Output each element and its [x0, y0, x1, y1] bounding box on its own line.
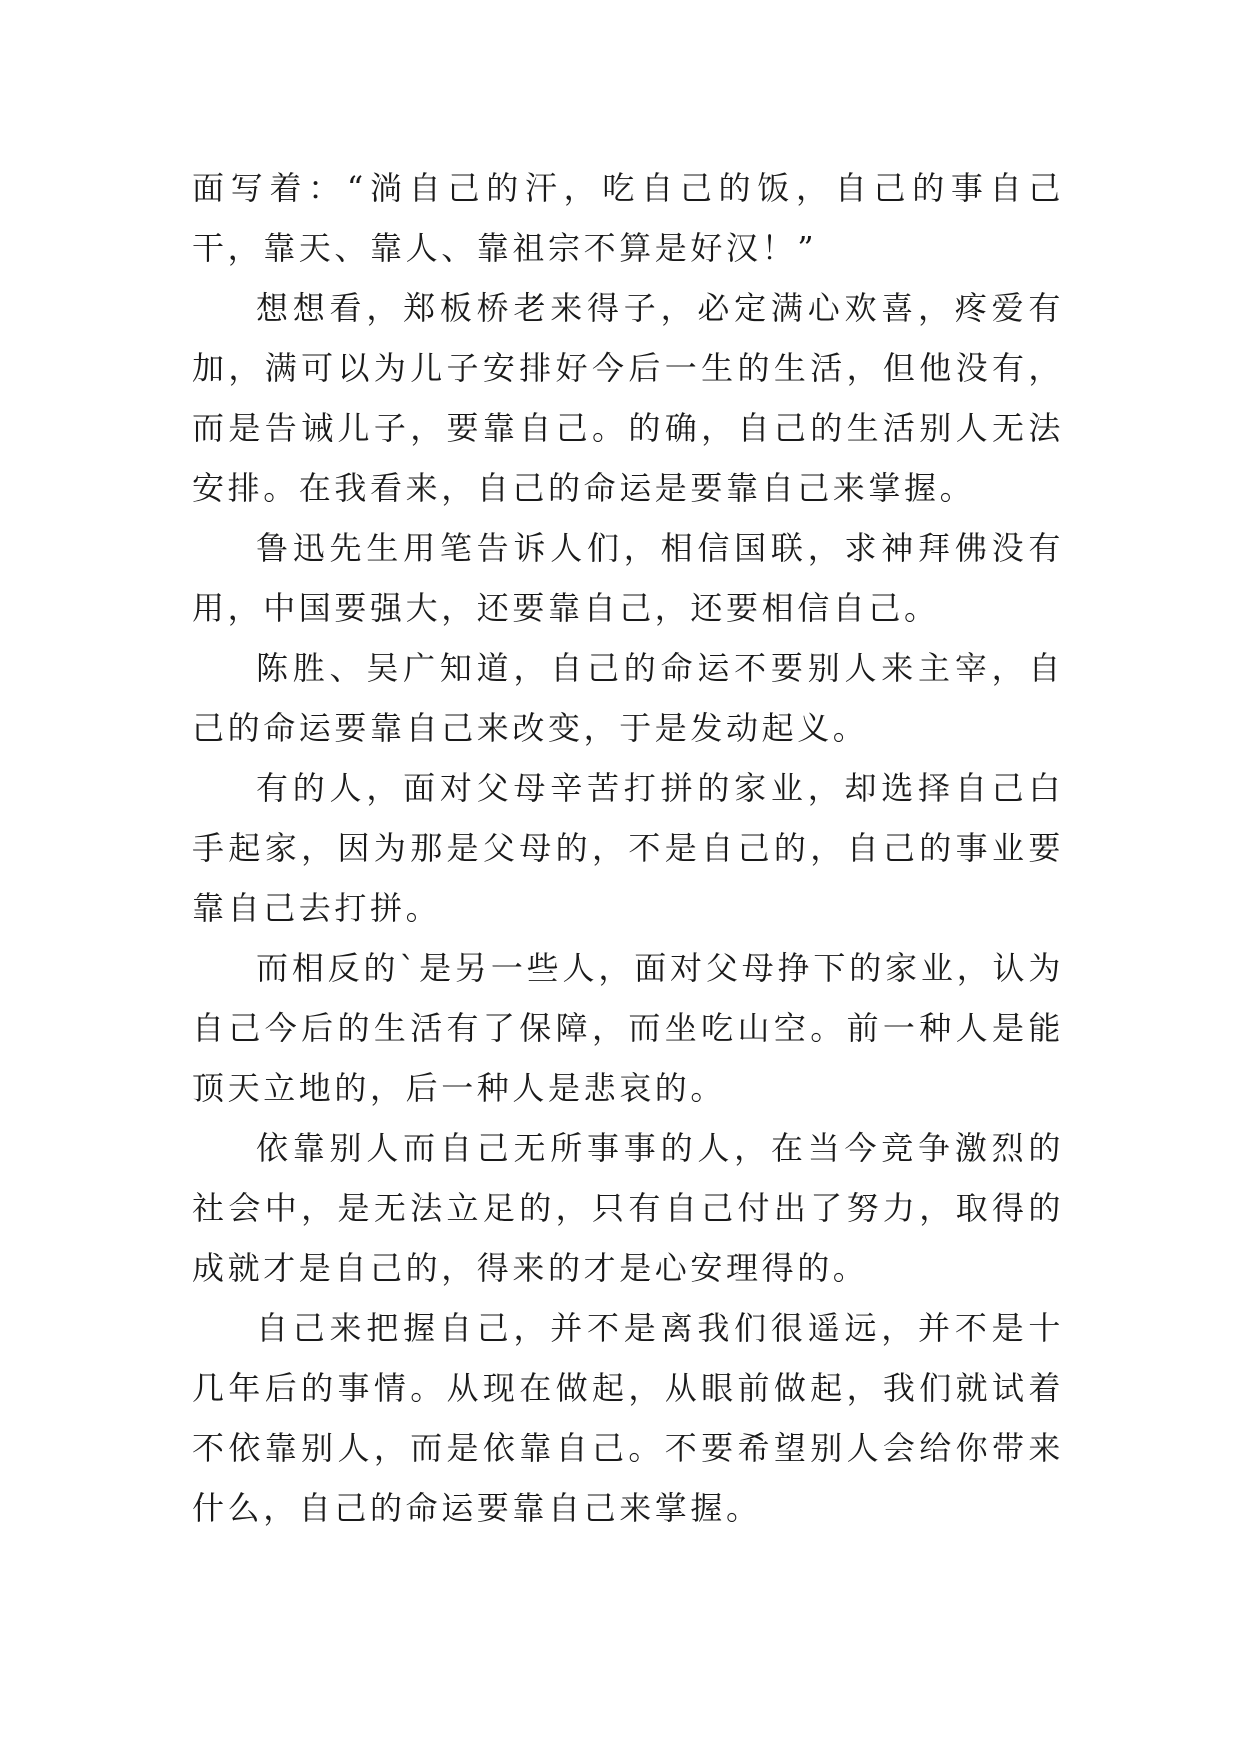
paragraph: 有的人，面对父母辛苦打拼的家业，却选择自己白手起家，因为那是父母的，不是自己的，自己的事业要靠自己去打拼。 [192, 769, 1064, 927]
paragraph: 想想看，郑板桥老来得子，必定满心欢喜，疼爱有加，满可以为儿子安排好今后一生的生活，但他没有，而是告诫儿子，要靠自己。的确，自己的生活别人无法安排。在我看来，自己的命运是要靠自己来掌握。 [192, 289, 1064, 507]
paragraph: 依靠别人而自己无所事事的人，在当今竞争激烈的社会中，是无法立足的，只有自己付出了努力，取得的成就才是自己的，得来的才是心安理得的。 [192, 1129, 1064, 1287]
paragraph: 鲁迅先生用笔告诉人们，相信国联，求神拜佛没有用，中国要强大，还要靠自己，还要相信自己。 [192, 529, 1064, 627]
paragraph: 陈胜、吴广知道，自己的命运不要别人来主宰，自己的命运要靠自己来改变，于是发动起义。 [192, 649, 1064, 747]
paragraph: 而相反的`是另一些人，面对父母挣下的家业，认为自己今后的生活有了保障，而坐吃山空。前一种人是能顶天立地的，后一种人是悲哀的。 [192, 949, 1064, 1107]
paragraph-continued: 面写着：“淌自己的汗，吃自己的饭，自己的事自己干，靠天、靠人、靠祖宗不算是好汉！” [192, 169, 1064, 267]
document-body [192, 158, 1064, 1538]
paragraph: 自己来把握自己，并不是离我们很遥远，并不是十几年后的事情。从现在做起，从眼前做起，我们就试着不依靠别人，而是依靠自己。不要希望别人会给你带来什么，自己的命运要靠自己来掌握。 [192, 1309, 1064, 1527]
